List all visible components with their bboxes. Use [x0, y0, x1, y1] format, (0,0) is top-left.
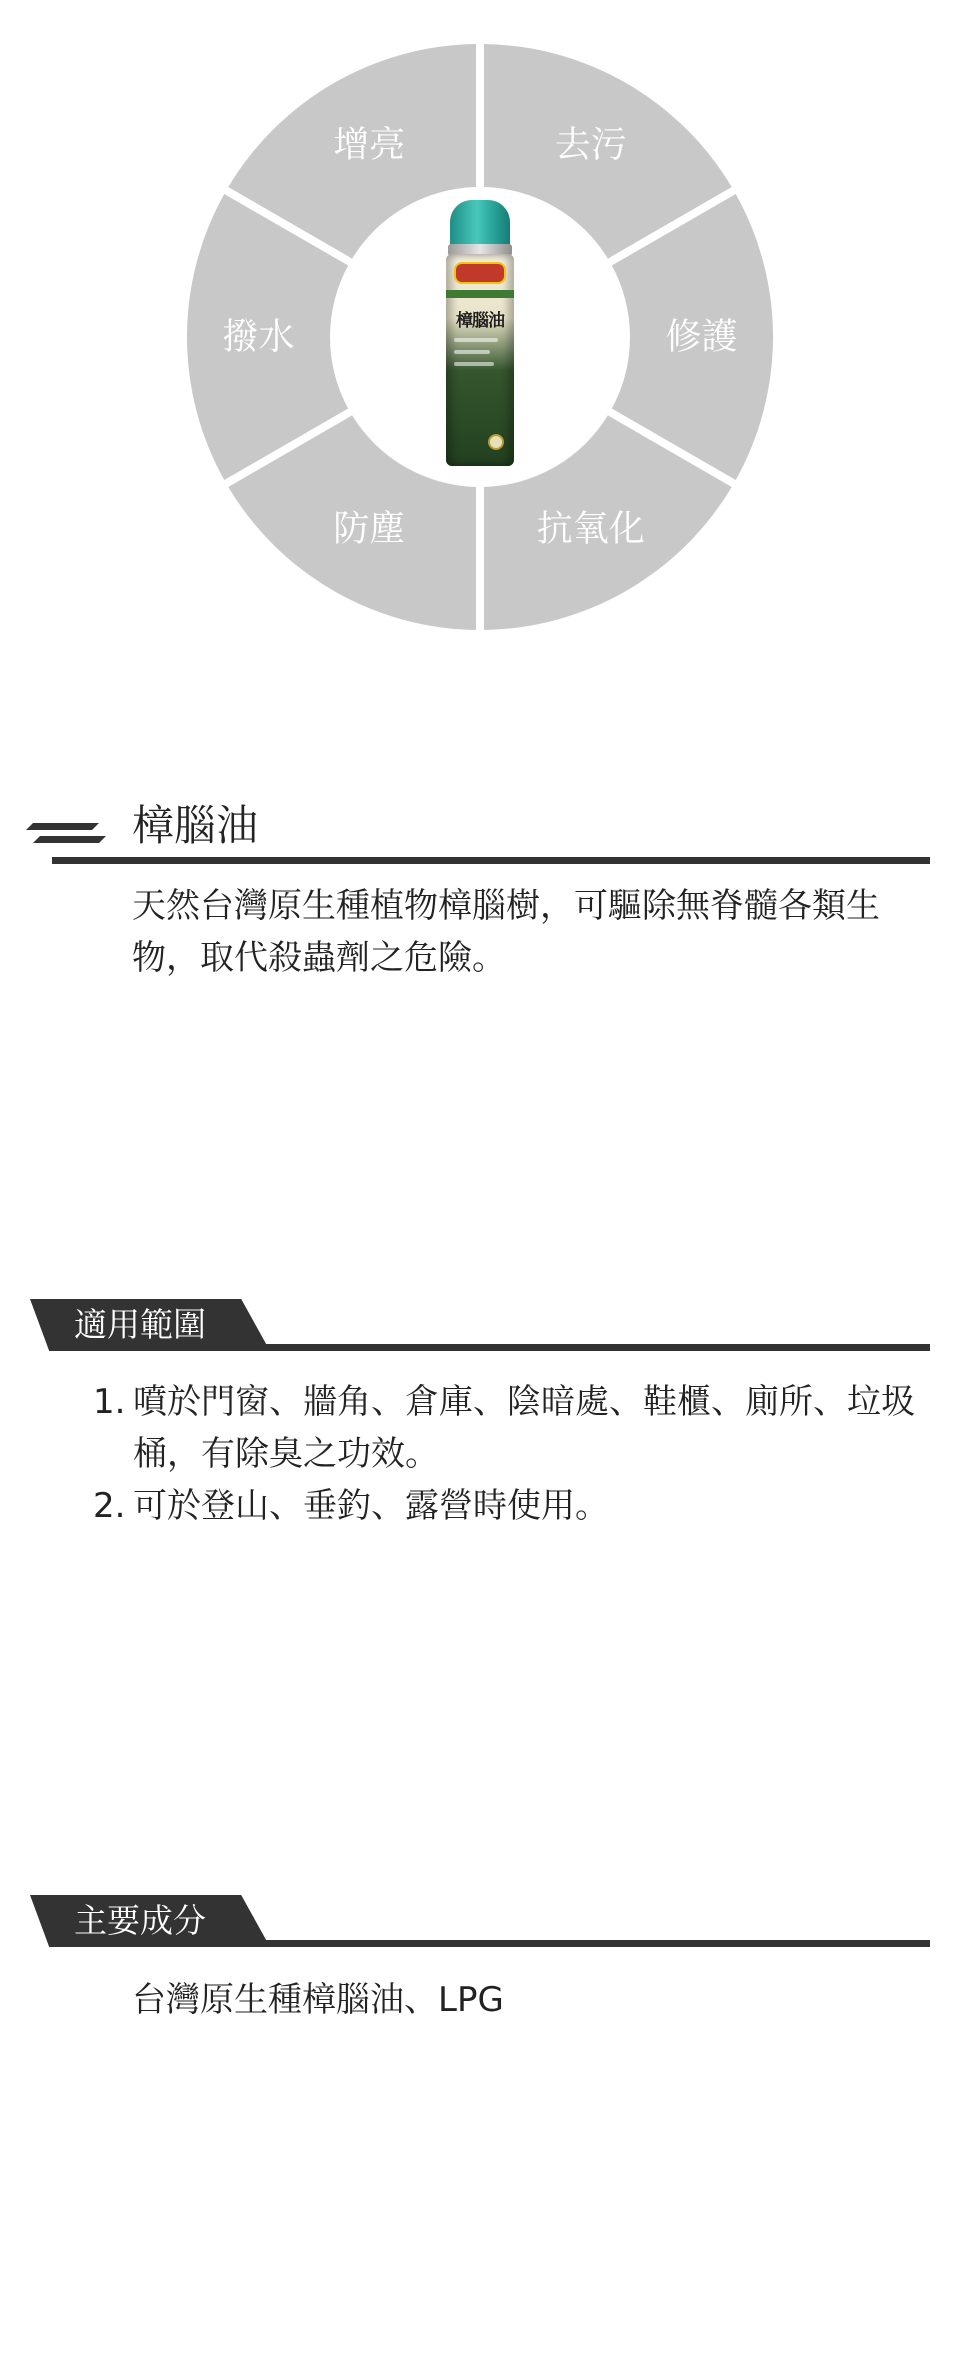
heading-rule [52, 857, 930, 864]
list-item [93, 1480, 923, 1532]
list-item-number: 1. [93, 1382, 126, 1422]
label-line [454, 362, 494, 366]
list-item-number: 2. [93, 1486, 126, 1526]
label-band [446, 290, 514, 298]
label-line [454, 338, 498, 342]
section-title: 樟腦油 [132, 801, 259, 850]
spray-can-image [446, 200, 514, 470]
heading-stripe [33, 836, 106, 843]
ring-segment-label: 去污 [554, 124, 627, 166]
can-title: 樟腦油 [456, 311, 504, 331]
list-item [93, 1376, 923, 1480]
spray-can-body [446, 254, 514, 466]
ring-segment-label: 修護 [665, 316, 738, 358]
section-title: 主要成分 [74, 1901, 206, 1940]
ring-segment-label: 抗氧化 [536, 508, 645, 550]
ingredients-text: 台灣原生種樟腦油、LPG [132, 1980, 504, 2020]
list-item-text: 噴於門窗、牆角、倉庫、陰暗處、鞋櫃、廁所、垃圾桶，有除臭之功效。 [133, 1382, 915, 1474]
section-title: 適用範圍 [74, 1305, 206, 1344]
spray-can-cap [450, 200, 510, 248]
section-description: 天然台灣原生種植物樟腦樹，可驅除無脊髓各類生物，取代殺蟲劑之危險。 [132, 886, 880, 978]
usage-list [93, 1376, 923, 1532]
heading-rule [260, 1940, 930, 1947]
ring-segment-label: 增亮 [333, 124, 406, 166]
list-item-text: 可於登山、垂釣、露營時使用。 [133, 1486, 609, 1526]
heading-rule [260, 1344, 930, 1351]
label-seal-icon [488, 434, 504, 450]
ring-segment-label: 防塵 [333, 508, 406, 550]
heading-stripe [26, 823, 99, 830]
ring-segment-label: 撥水 [222, 316, 295, 358]
label-line [454, 350, 490, 354]
brand-logo [454, 262, 506, 284]
